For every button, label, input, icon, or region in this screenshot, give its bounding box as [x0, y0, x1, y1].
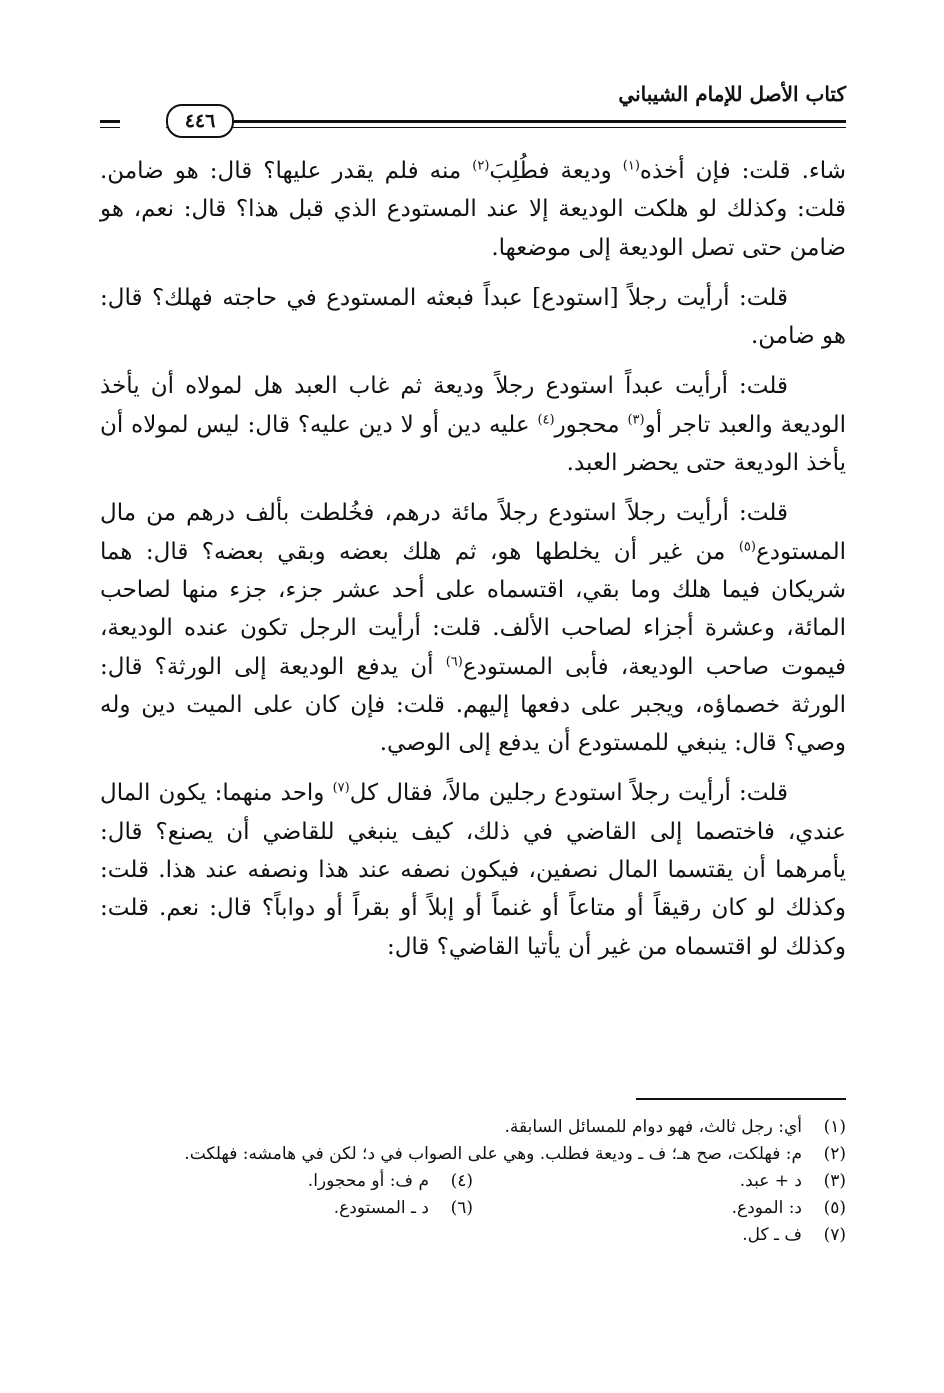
- footnote-separator: [636, 1098, 846, 1100]
- footnote-4: [100, 1168, 473, 1195]
- footnote-6: [100, 1195, 473, 1222]
- footnotes: [100, 1114, 846, 1249]
- footnote-5: [473, 1195, 846, 1222]
- footnote-number: (٢): [823, 1144, 846, 1164]
- footnote-1: [100, 1114, 846, 1141]
- footnote-number: (٦): [450, 1198, 473, 1218]
- page-number: ٤٤٦: [166, 104, 234, 138]
- footnote-text: ف ـ كل.: [742, 1225, 802, 1245]
- footnote-row: [100, 1195, 846, 1222]
- footnote-text: أي: رجل ثالث، فهو دوام للمسائل السابقة.: [504, 1117, 802, 1137]
- main-text: [100, 152, 846, 978]
- footnote-number: (٥): [823, 1198, 846, 1218]
- paragraph: قلت: أرأيت رجلاً استودع رجلاً مائة درهم، فخُلطت بألف درهم من مال المستودع$^{(٥)}$ من غير أن يخلطها هو، ثم هلك بعضه وبقي بعضه؟ قال: هما شريكان فيما هلك وما بقي، اقتسماه على أحد عشر جزء، جزء منها لصاحب المائة، وعشرة أجزاء لصاحب الألف. قلت: أرأيت الرجل تكون عنده الوديعة، فيموت صاحب الوديعة، فأبى المستودع$^{(٦)}$ أن يدفع الوديعة إلى الورثة؟ قال: الورثة خصماؤه، ويجبر على دفعها إليهم. قلت: فإن كان على الميت دين وله وصي؟ قال: ينبغي للمستودع أن يدفع إلى الوصي.: [100, 500, 846, 757]
- paragraph: قلت: أرأيت رجلاً [استودع] عبداً فبعثه المستودع في حاجته فهلك؟ قال: هو ضامن.: [100, 284, 846, 350]
- paragraph: شاء. قلت: فإن أخذه$^{(١)}$ وديعة فطُلِبَ$^{(٢)}$ منه فلم يقدر عليها؟ قال: هو ضامن. قلت: وكذلك لو هلكت الوديعة إلا عند المستودع الذي قبل هذا؟ قال: نعم، هو ضامن حتى تصل الوديعة إلى موضعها.: [100, 158, 846, 261]
- footnote-text: د + عبد.: [739, 1171, 802, 1191]
- footnote-text: م ف: أو محجورا.: [307, 1171, 429, 1191]
- footnote-number: (١): [823, 1117, 846, 1137]
- footnote-text: م: فهلكت، صح هـ؛ ف ـ وديعة فطلب. وهي على الصواب في د؛ لكن في هامشه: فهلكت.: [184, 1144, 802, 1164]
- footnote-number: (٣): [823, 1171, 846, 1191]
- footnote-7: [100, 1222, 846, 1249]
- paragraph: قلت: أرأيت رجلاً استودع رجلين مالاً، فقال كل$^{(٧)}$ واحد منهما: يكون المال عندي، فاختصما إلى القاضي في ذلك، كيف ينبغي للقاضي أن يصنع؟ قال: يأمرهما أن يقتسما المال نصفين، فيكون نصفه عند هذا ونصفه عند هذا. قلت: وكذلك لو كان رقيقاً أو متاعاً أو غنماً أو إبلاً أو بقراً أو دواباً؟ قال: نعم. قلت: وكذلك لو اقتسماه من غير أن يأتيا القاضي؟ قال:: [100, 780, 846, 960]
- paragraph: قلت: أرأيت عبداً استودع رجلاً وديعة ثم غاب العبد هل لمولاه أن يأخذ الوديعة والعبد تاجر أو$^{(٣)}$ محجور$^{(٤)}$ عليه دين أو لا دين عليه؟ قال: ليس لمولاه أن يأخذ الوديعة حتى يحضر العبد.: [100, 373, 846, 477]
- footnote-number: (٧): [823, 1225, 846, 1245]
- footnote-text: د: المودع.: [731, 1198, 802, 1218]
- running-title: كتاب الأصل للإمام الشيباني: [618, 82, 846, 106]
- header-rule-gap: [120, 120, 166, 129]
- footnote-3: [473, 1168, 846, 1195]
- footnote-text: د ـ المستودع.: [333, 1198, 429, 1218]
- footnote-row: [100, 1168, 846, 1195]
- footnote-2: [100, 1141, 846, 1168]
- footnote-number: (٤): [450, 1171, 473, 1191]
